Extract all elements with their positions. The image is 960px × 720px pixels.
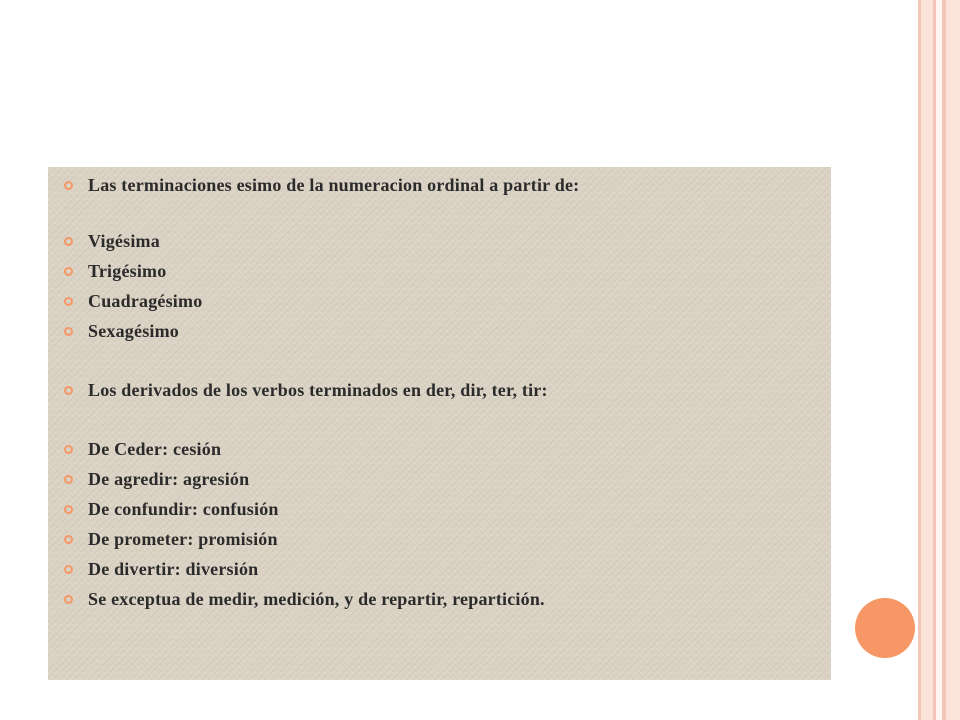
list-item: [48, 527, 831, 551]
list-item: [48, 289, 831, 313]
bullet-circle-icon: [64, 181, 73, 190]
list-item: [48, 497, 831, 521]
list-item-text: Las terminaciones esimo de la numeracion ordinal a partir de:: [88, 174, 580, 195]
list-item: [48, 437, 831, 461]
list-item: [48, 319, 831, 343]
list-item: [48, 173, 831, 197]
bullet-circle-icon: [64, 505, 73, 514]
bullet-circle-icon: [64, 595, 73, 604]
bullet-circle-icon: [64, 327, 73, 336]
list-item: [48, 467, 831, 491]
list-item: [48, 557, 831, 581]
bullet-circle-icon: [64, 445, 73, 454]
list-item-text: De Ceder: cesión: [88, 438, 222, 459]
list-item: [48, 378, 831, 402]
bullet-circle-icon: [64, 535, 73, 544]
accent-circle: [855, 598, 915, 658]
list-item-text: Los derivados de los verbos terminados en der, dir, ter, tir:: [88, 379, 548, 400]
list-item-text: De agredir: agresión: [88, 468, 250, 489]
bullet-circle-icon: [64, 297, 73, 306]
bullet-circle-icon: [64, 475, 73, 484]
decorative-band: [946, 0, 960, 720]
bullet-circle-icon: [64, 237, 73, 246]
list-item-text: Sexagésimo: [88, 320, 179, 341]
list-item-text: De divertir: diversión: [88, 558, 259, 579]
content-panel: [48, 167, 831, 680]
list-item: [48, 587, 831, 611]
decorative-band: [921, 0, 933, 720]
list-item-text: De confundir: confusión: [88, 498, 279, 519]
list-item-text: Se exceptua de medir, medición, y de repartir, repartición.: [88, 588, 545, 609]
list-item-text: Cuadragésimo: [88, 290, 203, 311]
list-item-text: De prometer: promisión: [88, 528, 278, 549]
list-item: [48, 229, 831, 253]
bullet-circle-icon: [64, 267, 73, 276]
bullet-circle-icon: [64, 386, 73, 395]
list-item: [48, 259, 831, 283]
bullet-circle-icon: [64, 565, 73, 574]
list-item-text: Vigésima: [88, 230, 160, 251]
list-item-text: Trigésimo: [88, 260, 167, 281]
